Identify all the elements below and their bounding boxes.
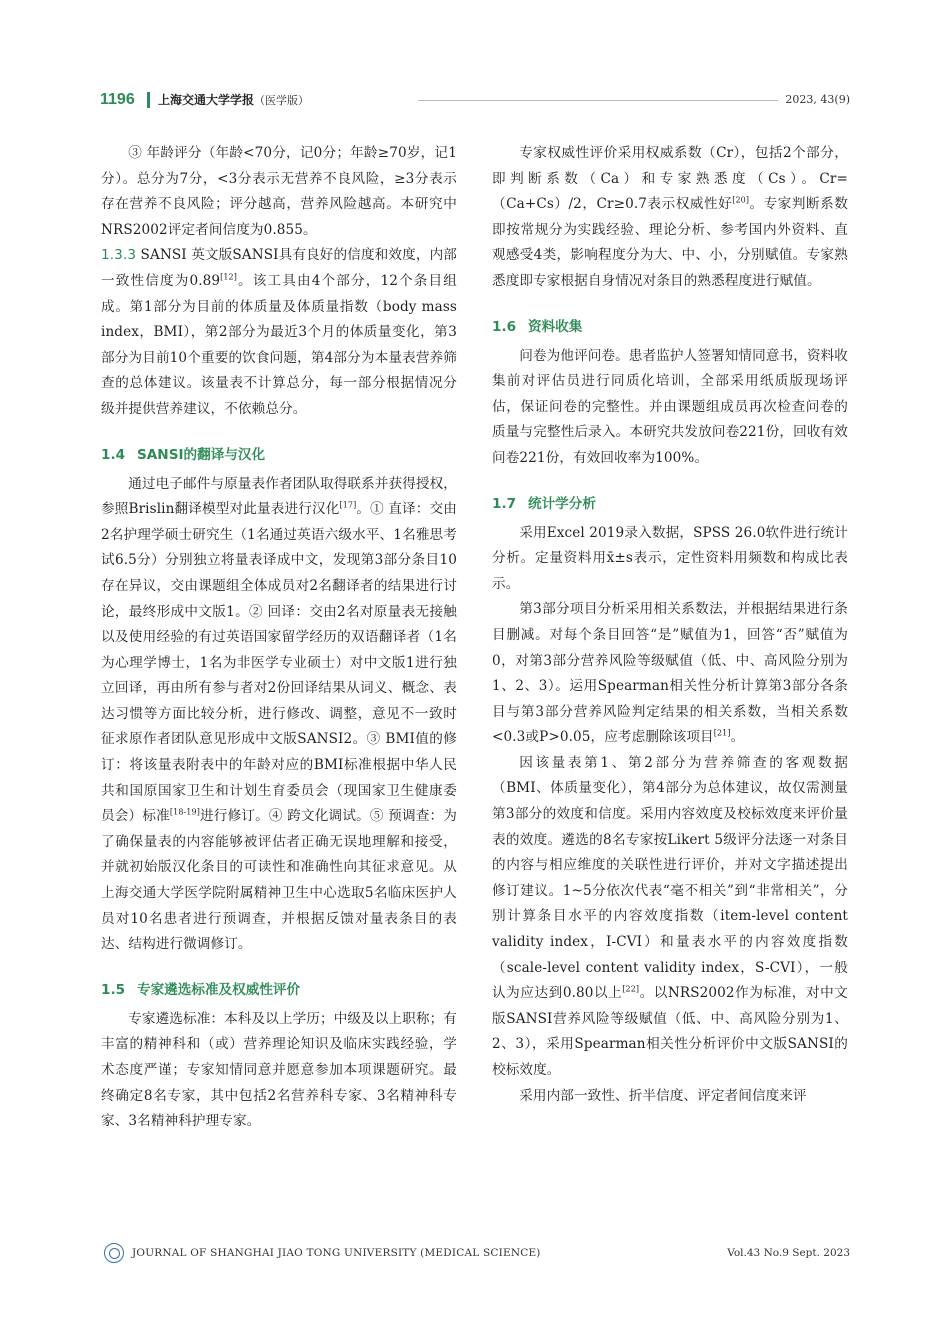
- paragraph-expert-criteria: 专家遴选标准：本科及以上学历；中级及以上职称；有丰富的精神科和（或）营养理论知识及临床实践经验，学术态度严谨；专家知情同意并愿意参加本项课题研究。最终确定8名专家，其中包括2名营养科专家、3名精神科专家、3名精神科护理专家。: [101, 1010, 457, 1130]
- subsection-number: 1.3.3: [101, 247, 137, 264]
- footer-journal-name: JOURNAL OF SHANGHAI JIAO TONG UNIVERSITY (MEDICAL SCIENCE): [132, 1247, 541, 1259]
- section-title: 统计学分析: [528, 495, 596, 512]
- paragraph-text: 。① 直译：交由2名护理学硕士研究生（1名通过英语六级水平、1名雅思考试6.5分）分别独立将量表译成中文，发现第3部分条目10存在异议，交由课题组全体成员对2名翻译者的结果进行讨论，最终形成中文版1。② 回译：交由2名对原量表无接触以及使用经验的有过英语国家留学经历的双语翻译者（1名为心理学博士，1名为非医学专业硕士）对中文版1进行独立回译，再由所有参与者对2份回译结果从词义、概念、表达习惯等方面比较分析，进行修改、调整，意见不一致时征求原作者团队意见形成中文版SANSI2。③ BMI值的修订：将该量表附表中的年龄对应的BMI标准根据中华人民共和国原国家卫生和计划生育委员会（现国家卫生健康委员会）标准: [101, 501, 457, 825]
- paragraph-text: 专家权威性评价采用权威系数（Cr），包括2个部分，即判断系数（Ca）和专家熟悉度（Cs）。Cr=（Ca+Cs）/2，Cr≥0.7表示权威性好: [492, 145, 848, 213]
- paragraph-text: 因该量表第1、第2部分为营养筛查的客观数据（BMI、体质量变化），第4部分为总体建议，故仅需测量第3部分的效度和信度。采用内容效度及校标效度来评价量表的效度。遴选的8名专家按Likert 5级评分法逐一对条目的内容与相应维度的关联性进行评价，并对文字描述提出修订建议。1~5分依次代表“毫不相关”到“非常相关”，分别计算条目水平的内容效度指数（item-level content validity index，I-CVI）和量表水平的内容效度指数（scale-level content validity index，S-CVI），一般认为应达到0.80以上: [492, 754, 848, 1002]
- paragraph-text: SANSI 英文版SANSI具有良好的信度和效度，内部一致性信度为0.89: [101, 247, 457, 289]
- paragraph-reliability: 采用内部一致性、折半信度、评定者间信度来评: [519, 1087, 807, 1104]
- header-volume: 2023, 43(9): [785, 93, 850, 106]
- paragraph-authority: [492, 141, 848, 295]
- paragraph-text: 。该工具由4个部分，12个条目组成。第1部分为目前的体质量及体质量指数（body mass index，BMI），第2部分为最近3个月的体质量变化，第3部分为目前10个重要的饮食问题，第4部分为本量表营养筛查的总体建议。该量表不计算总分，每一部分根据情况分级并提供营养建议，不依赖总分。: [101, 272, 457, 417]
- page-footer: [104, 1242, 850, 1266]
- journal-name: [158, 88, 309, 113]
- citation: [17]: [339, 500, 357, 510]
- journal-logo-icon: [104, 1243, 124, 1263]
- header-rule: [418, 100, 778, 101]
- footer-volume: Vol.43 No.9 Sept. 2023: [727, 1247, 850, 1259]
- paragraph-text: 通过电子邮件与原量表作者团队取得联系并获得授权，参照Brislin翻译模型对此量表进行汉化: [101, 475, 457, 518]
- paragraph-text: 第3部分项目分析采用相关系数法，并根据结果进行条目删减。对每个条目回答“是”赋值为1，回答“否”赋值为0，对第3部分营养风险等级赋值（低、中、高风险分别为1、2、3）。运用Spearman相关性分析计算第3部分各条目与第3部分营养风险判定结果的相关系数，当相关系数<0.3或P>0.05，应考虑删除该项目: [492, 601, 848, 746]
- header-divider-bar: [147, 92, 150, 108]
- page-header: [100, 88, 850, 112]
- right-column: [492, 141, 848, 1109]
- section-heading-1-5: [101, 978, 457, 1002]
- paragraph-text: 。: [730, 729, 745, 746]
- paragraph-text: 。专家判断系数即按常规分为实践经验、理论分析、参考国内外资料、直观感受4类，影响程度分为大、中、小，分别赋值。专家熟悉度即专家根据自身情况对条目的熟悉程度进行赋值。: [492, 196, 848, 289]
- paragraph-age-score: ③ 年龄评分（年龄<70分，记0分；年龄≥70岁，记1分）。总分为7分，<3分表示无营养不良风险，≥3分表示存在营养不良风险；评分越高，营养风险越高。本研究中NRS2002评定者间信度为0.855。: [101, 145, 457, 238]
- citation: [12]: [220, 272, 237, 282]
- section-heading-1-4: [101, 443, 457, 467]
- paragraph-translation: [101, 472, 457, 958]
- citation: [20]: [732, 195, 750, 205]
- section-number: 1.7: [492, 495, 517, 512]
- citation: [22]: [622, 984, 640, 994]
- section-number: 1.6: [492, 318, 517, 335]
- section-title: SANSI的翻译与汉化: [137, 446, 266, 463]
- citation: [21]: [713, 728, 731, 738]
- paragraph-data-collection: 问卷为他评问卷。患者监护人签署知情同意书，资料收集前对评估员进行同质化培训，全部采用纸质版现场评估，保证问卷的完整性。并由课题组成员再次检查问卷的质量与完整性后录入。本研究共发放问卷221份，回收有效问卷221份，有效回收率为100%。: [492, 347, 848, 466]
- section-title: 资料收集: [528, 318, 583, 335]
- paragraph-item-analysis: [492, 597, 848, 751]
- left-column: [101, 141, 457, 1135]
- section-title: 专家遴选标准及权威性评价: [137, 981, 301, 998]
- page-number: 1196: [100, 91, 135, 108]
- paragraph-text: 。以NRS2002作为标准，对中文版SANSI营养风险等级赋值（低、中、高风险分别为1、2、3），采用Spearman相关性分析评价中文版SANSI的校标效度。: [492, 985, 848, 1078]
- paragraph-sansi: [101, 243, 457, 422]
- journal-name-main: 上海交通大学学报: [158, 93, 255, 107]
- citation: [18-19]: [169, 807, 200, 817]
- paragraph-text: 进行修订。④ 跨文化调试。⑤ 预调查：为了确保量表的内容能够被评估者正确无误地理解和接受，并就初始版汉化条目的可读性和准确性向其征求意见。从上海交通大学医学院附属精神卫生中心选取5名临床医护人员对10名患者进行预调查，并根据反馈对量表条目的表达、结构进行微调修订。: [101, 808, 457, 953]
- section-number: 1.4: [101, 446, 126, 463]
- paragraph-validity: [492, 751, 848, 1084]
- journal-name-sub: （医学版）: [254, 94, 310, 107]
- section-heading-1-6: [492, 315, 848, 339]
- section-heading-1-7: [492, 492, 848, 516]
- section-number: 1.5: [101, 981, 126, 998]
- paragraph-statistics: 采用Excel 2019录入数据，SPSS 26.0软件进行统计分析。定量资料用x̄±s表示，定性资料用频数和构成比表示。: [492, 524, 848, 592]
